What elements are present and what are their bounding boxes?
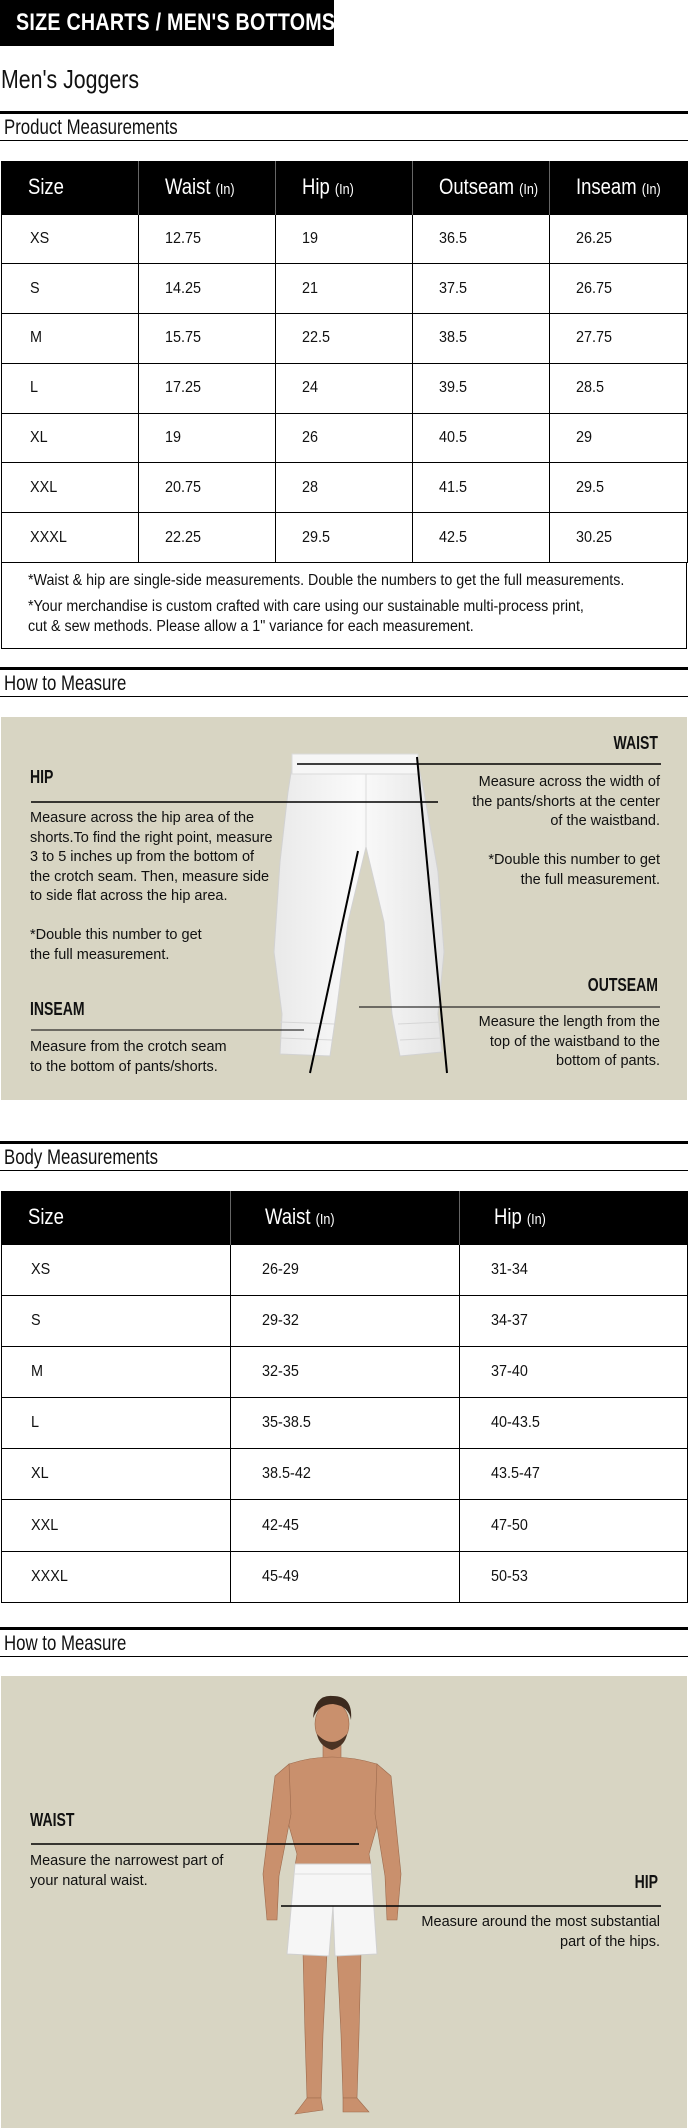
table-cell: XL xyxy=(2,413,139,463)
table-cell: XXXL xyxy=(2,1551,231,1602)
note-line: *Waist & hip are single-side measurements. Double the numbers to get the full measurements. xyxy=(28,572,625,589)
table-cell: M xyxy=(2,314,139,364)
product-measurements-table xyxy=(1,161,688,563)
table-cell: 38.5-42 xyxy=(231,1449,460,1500)
column-header-size: Size xyxy=(2,1191,231,1244)
outseam-label: OUTSEAM xyxy=(587,975,658,995)
body-measurements-title: Body Measurements xyxy=(4,1146,159,1169)
table-row xyxy=(2,1500,688,1551)
table-cell: 31-34 xyxy=(460,1244,688,1295)
table-cell: XXXL xyxy=(2,513,139,563)
outseam-line xyxy=(417,757,447,1073)
table-cell: 15.75 xyxy=(139,314,276,364)
table-cell: 28 xyxy=(276,463,413,513)
table-cell: L xyxy=(2,1398,231,1449)
table-cell: 40.5 xyxy=(413,413,550,463)
table-cell: 45-49 xyxy=(231,1551,460,1602)
page-banner xyxy=(0,0,334,46)
pants-measure-panel xyxy=(1,717,687,1100)
outseam-description: Measure the length from the top of the waistband to the bottom of pants. xyxy=(478,1014,660,1069)
waist-description: Measure across the width of the pants/shorts at the center of the waistband. *Double this number to get the full measurement. xyxy=(472,774,660,888)
hip-label: HIP xyxy=(634,1872,658,1892)
table-cell: 17.25 xyxy=(139,363,276,413)
table-row xyxy=(2,1551,688,1602)
table-cell: 26.25 xyxy=(550,214,688,264)
how-to-measure-title: How to Measure xyxy=(4,672,127,695)
hip-description: Measure across the hip area of the shorts.To find the right point, measure 3 to 5 inches up from the bottom of the crotch seam. Then, measure side to side flat across the hip area. *Double this number to get the full measurement. xyxy=(30,810,273,963)
inseam-line xyxy=(310,851,358,1073)
waist-description: Measure the narrowest part of your natural waist. xyxy=(30,1853,224,1889)
table-cell: XL xyxy=(2,1449,231,1500)
column-header-hip: Hip (In) xyxy=(460,1191,688,1244)
table-cell: 37-40 xyxy=(460,1346,688,1397)
table-cell: 32-35 xyxy=(231,1346,460,1397)
table-cell: 26 xyxy=(276,413,413,463)
table-cell: 19 xyxy=(139,413,276,463)
table-cell: 37.5 xyxy=(413,264,550,314)
table-cell: XXL xyxy=(2,1500,231,1551)
column-header-inseam: Inseam (In) xyxy=(550,161,688,214)
table-header-row xyxy=(2,1191,688,1244)
table-cell: L xyxy=(2,363,139,413)
how-to-measure-title: How to Measure xyxy=(4,1632,127,1655)
table-cell: 47-50 xyxy=(460,1500,688,1551)
waist-label: WAIST xyxy=(613,733,658,753)
table-row xyxy=(2,264,688,314)
table-cell: 20.75 xyxy=(139,463,276,513)
how-to-measure-heading-2 xyxy=(0,1627,688,1657)
inseam-label: INSEAM xyxy=(30,999,85,1019)
table-cell: 42-45 xyxy=(231,1500,460,1551)
table-row xyxy=(2,1295,688,1346)
table-cell: S xyxy=(2,1295,231,1346)
table-cell: 35-38.5 xyxy=(231,1398,460,1449)
column-header-size: Size xyxy=(2,161,139,214)
table-cell: 40-43.5 xyxy=(460,1398,688,1449)
note-line: cut & sew methods. Please allow a 1" variance for each measurement. xyxy=(28,618,474,635)
table-cell: 28.5 xyxy=(550,363,688,413)
table-row xyxy=(2,363,688,413)
table-cell: 27.75 xyxy=(550,314,688,364)
note-line: *Your merchandise is custom crafted with care using our sustainable multi-process print, xyxy=(28,598,584,615)
table-row xyxy=(2,1244,688,1295)
table-cell: 26.75 xyxy=(550,264,688,314)
table-cell: 39.5 xyxy=(413,363,550,413)
table-row xyxy=(2,314,688,364)
product-measurements-heading xyxy=(0,111,688,141)
table-row xyxy=(2,513,688,563)
hip-label: HIP xyxy=(30,767,54,787)
product-measurements-title: Product Measurements xyxy=(4,116,178,139)
table-cell: 30.25 xyxy=(550,513,688,563)
body-measure-lines xyxy=(1,1676,687,2128)
table-row xyxy=(2,1346,688,1397)
table-cell: 19 xyxy=(276,214,413,264)
table-cell: 12.75 xyxy=(139,214,276,264)
table-cell: S xyxy=(2,264,139,314)
table-cell: 36.5 xyxy=(413,214,550,264)
column-header-waist: Waist (In) xyxy=(139,161,276,214)
table-cell: XS xyxy=(2,214,139,264)
table-cell: 42.5 xyxy=(413,513,550,563)
banner-title: SIZE CHARTS / MEN'S BOTTOMS xyxy=(16,9,336,36)
table-cell: 22.25 xyxy=(139,513,276,563)
table-cell: XXL xyxy=(2,463,139,513)
column-header-waist: Waist (In) xyxy=(231,1191,460,1244)
table-cell: 41.5 xyxy=(413,463,550,513)
table-row xyxy=(2,1449,688,1500)
column-header-hip: Hip (In) xyxy=(276,161,413,214)
table-row xyxy=(2,214,688,264)
hip-description: Measure around the most substantial part of the hips. xyxy=(421,1914,660,1950)
product-notes xyxy=(1,562,687,649)
waist-label: WAIST xyxy=(30,1810,75,1830)
column-header-outseam: Outseam (In) xyxy=(413,161,550,214)
table-cell: 29-32 xyxy=(231,1295,460,1346)
table-cell: 50-53 xyxy=(460,1551,688,1602)
inseam-description: Measure from the crotch seam to the bottom of pants/shorts. xyxy=(30,1039,227,1075)
table-row xyxy=(2,463,688,513)
table-cell: 29.5 xyxy=(550,463,688,513)
table-cell: 14.25 xyxy=(139,264,276,314)
table-cell: 29 xyxy=(550,413,688,463)
table-cell: 26-29 xyxy=(231,1244,460,1295)
table-cell: XS xyxy=(2,1244,231,1295)
product-title-text: Men's Joggers xyxy=(1,64,139,94)
body-measurements-table xyxy=(1,1191,688,1603)
table-cell: 24 xyxy=(276,363,413,413)
table-row xyxy=(2,413,688,463)
table-cell: 29.5 xyxy=(276,513,413,563)
table-cell: 38.5 xyxy=(413,314,550,364)
body-measure-panel xyxy=(1,1676,687,2128)
table-cell: 21 xyxy=(276,264,413,314)
how-to-measure-heading-1 xyxy=(0,667,688,697)
table-row xyxy=(2,1398,688,1449)
body-measurements-heading xyxy=(0,1141,688,1171)
table-cell: M xyxy=(2,1346,231,1397)
table-cell: 34-37 xyxy=(460,1295,688,1346)
product-title xyxy=(1,64,169,95)
table-header-row xyxy=(2,161,688,214)
table-cell: 22.5 xyxy=(276,314,413,364)
table-cell: 43.5-47 xyxy=(460,1449,688,1500)
